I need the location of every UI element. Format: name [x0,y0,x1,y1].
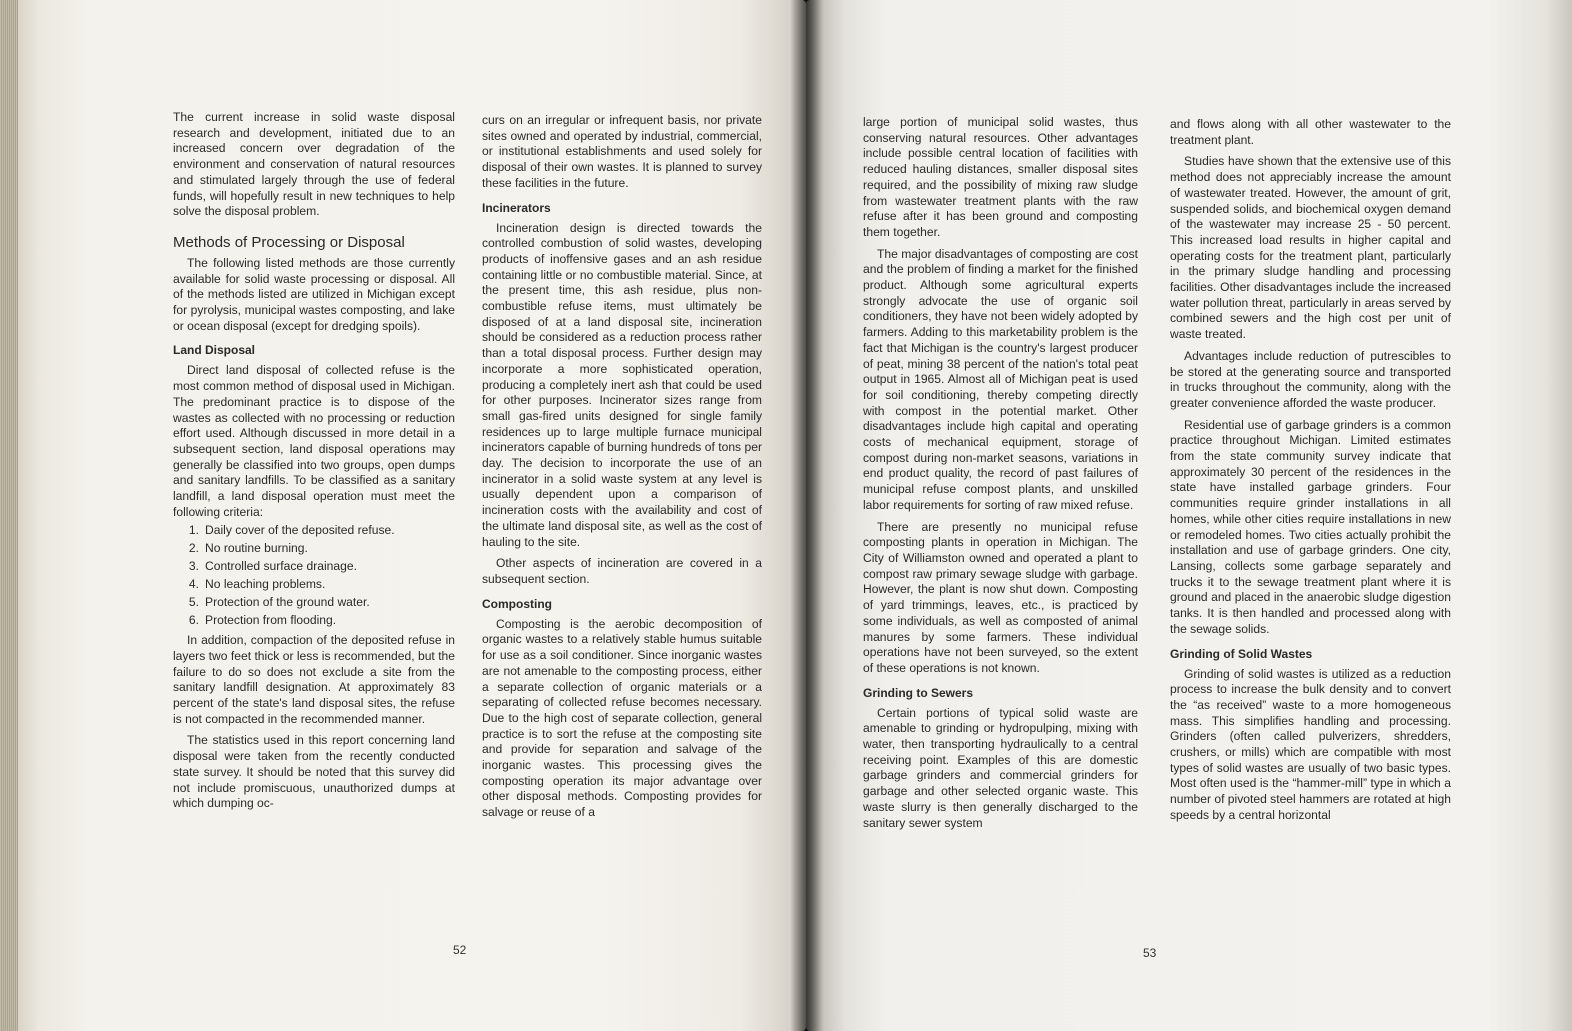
criteria-item: 4. No leaching problems. [188,577,326,592]
heading-methods: Methods of Processing or Disposal [173,233,405,251]
heading-composting: Composting [482,596,552,611]
paragraph-continued: and flows along with all other wastewater to the treatment plant. [1170,117,1451,147]
criteria-item: 6. Protection from flooding. [188,613,337,628]
paragraph-grinding-to-sewers: Certain portions of typical solid waste are amenable to grinding or hydropulping, mixing with water, then transporting hydraulically to a central receiving point. Examples of this are domestic garbage grinders and commercial grinders for garbage and other selected organic waste. This waste slurry is then generally discharged to the sanitary sewer system [863,705,1138,830]
left-column-1 [173,110,455,812]
gutter-shadow [790,0,824,1031]
paragraph-present-plants: There are presently no municipal refuse composting plants in operation in Michigan. The City of Williamston owned and operated a plant to compost raw primary sewage sludge with garbage. However, the plant is now shut down. Composting of yard trimmings, leaves, etc., is practiced by some individuals, as well as composted of animal manures by some farmers. These individual operations have not been surveyed, so the extent of these operations is not known. [863,519,1138,675]
paragraph-continued: curs on an irregular or infrequent basis, nor private sites owned and operated by industrial, commercial, or institutional establishments and used solely for disposal of their own wastes. It is planned to survey these facilities in the future. [482,113,762,190]
criteria-list [173,523,455,629]
heading-incinerators: Incinerators [482,200,551,215]
paragraph-land-disposal: Direct land disposal of collected refuse is the most common method of disposal used in Michigan. The predominant practice is to dispose of the wastes as collected with no processing or reduction effort used. Although discussed in more detail in a subsequent section, land disposal operations may generally be classified into two groups, open dumps and sanitary landfills. To be classified as a sanitary landfill, a land disposal operation must meet the following criteria: [173,363,455,519]
paragraph-compaction: In addition, compaction of the deposited refuse in layers two feet thick or less is recommended, but the failure to do so does not exclude a site from the sanitary landfill designation. At approximately 83 percent of the state's land disposal sites, the refuse is not compacted in the recommended manner. [173,633,455,726]
page-edges [0,0,18,1031]
left-column-2 [482,113,762,821]
criteria-item: 5. Protection of the ground water. [188,595,370,610]
paragraph-studies: Studies have shown that the extensive use of this method does not appreciably increase the amount of wastewater treated. However, the amount of grit, suspended solids, and biochemical oxygen demand of the wastewater may increase 25 - 50 percent. This increased load results in higher capital and operating costs for the treatment plant, particularly in the primary sludge handling and processing facilities. Other disadvantages include the increased water pollution threat, particularly in areas served by combined sewers and the high cost per unit of waste treated. [1170,154,1451,342]
paragraph-statistics: The statistics used in this report concerning land disposal were taken from the recently conducted state survey. It should be noted that this survey did not include promiscuous, unauthorized dumps at which dumping oc- [173,733,455,811]
paragraph-other-aspects: Other aspects of incineration are covered in a subsequent section. [482,556,762,586]
criteria-item: 3. Controlled surface drainage. [188,559,357,574]
paragraph-grinding-solid-wastes: Grinding of solid wastes is utilized as a reduction process to increase the bulk density and to convert the “as received” waste to a more homogeneous mass. This simplifies handling and processing. Grinders (often called pulverizers, shredders, crushers, or mills) which are compatible with most types of solid wastes are usually of two basic types. Most often used is the “hammer-mill” type in which a number of pivoted steel hammers are rotated at high speeds by a central horizontal [1170,666,1451,822]
criteria-item: 1. Daily cover of the deposited refuse. [188,523,395,538]
paragraph-intro: The current increase in solid waste disposal research and development, initiated due to an increased concern over degradation of the environment and conservation of natural resources and stimulated largely through the use of federal funds, will hopefully result in new techniques to help solve the disposal problem. [173,110,455,219]
right-page [806,0,1572,1031]
paragraph-methods: The following listed methods are those currently available for solid waste processing or disposal. All of the methods listed are utilized in Michigan except for pyrolysis, municipal wastes composting, and lake or ocean disposal (except for dredging spoils). [173,255,455,333]
right-column-1 [863,115,1138,831]
heading-grinding-to-sewers: Grinding to Sewers [863,685,974,700]
paragraph-residential: Residential use of garbage grinders is a common practice throughout Michigan. Limited estimates from the state community survey indicate that approximately 30 percent of the residences in the state have installed garbage grinders. Four communities require grinder installations in all homes, while other cities require installations in new or remodeled homes. Two cities actually prohibit the installation and use of garbage grinders. One city, Lansing, collects some garbage separately and trucks it to the sewage treatment plant where it is ground and placed in the anaerobic sludge digestion tanks. It is then handled and processed along with the sewage solids. [1170,417,1451,636]
page-number-right: 53 [1143,946,1157,960]
paragraph-continued: large portion of municipal solid wastes, thus conserving natural resources. Other advantages include possible central location of facilities with reduced hauling distances, smaller disposal sites required, and the possibility of mixing raw sludge from wastewater treatment plants with the raw refuse after it has been ground and composting them together. [863,115,1138,239]
heading-land-disposal: Land Disposal [173,343,256,358]
page-number-left: 52 [453,943,467,957]
paragraph-disadvantages: The major disadvantages of composting are cost and the problem of finding a market for the finished product. Although some agricultural experts strongly advocate the use of organic soil conditioners, they have not been widely adopted by farmers. Adding to this marketability problem is the fact that Michigan is the country's largest producer of peat, mining 38 percent of the nation's total peat output in 1965. Almost all of Michigan peat is used for soil conditioning, thereby competing directly with compost in the potential market. Other disadvantages include high capital and operating costs of mechanical equipment, storage of compost during non-market seasons, variations in end product quality, the record of past failures of municipal refuse compost plants, and unskilled labor requirements for sorting of raw mixed refuse. [863,246,1138,512]
right-column-2 [1170,117,1451,824]
heading-grinding-solid-wastes: Grinding of Solid Wastes [1170,646,1313,661]
paragraph-composting: Composting is the aerobic decomposition of organic wastes to a relatively stable humus suitable for use as a soil conditioner. Since inorganic wastes are not amenable to the composting process, either a separate collection of organic materials or a separating of collected refuse becomes necessary. Due to the high cost of separate collection, general practice is to sort the refuse at the composting site and provide for separation and salvage of the inorganic wastes. This processing gives the composting operation its major advantage over other disposal methods. Composting provides for salvage or reuse of a [482,616,762,820]
criteria-item: 2. No routine burning. [188,541,308,556]
paragraph-incineration: Incineration design is directed towards the controlled combustion of solid wastes, developing products of inoffensive gases and an ash residue containing little or no combustible material. Since, at the present time, this ash residue, plus non-combustible refuse items, must ultimately be disposed of at a land disposal site, incineration should be considered as a reduction process rather than a total disposal process. Further design may incorporate a more sophisticated operation, producing a completely inert ash that could be used for other purposes. Incinerator sizes range from small gas-fired units designed for single family residences up to large multiple furnace municipal incinerators capable of burning hundreds of tons per day. The decision to incorporate the use of an incinerator in a solid waste system at any level is usually dependent upon a comparison of incineration costs with the availability and cost of the ultimate land disposal site, as well as the cost of hauling to the site. [482,220,762,549]
paragraph-advantages: Advantages include reduction of putrescibles to be stored at the generating source and transported in trucks throughout the community, along with the greater convenience afforded the waste producer. [1170,348,1451,410]
